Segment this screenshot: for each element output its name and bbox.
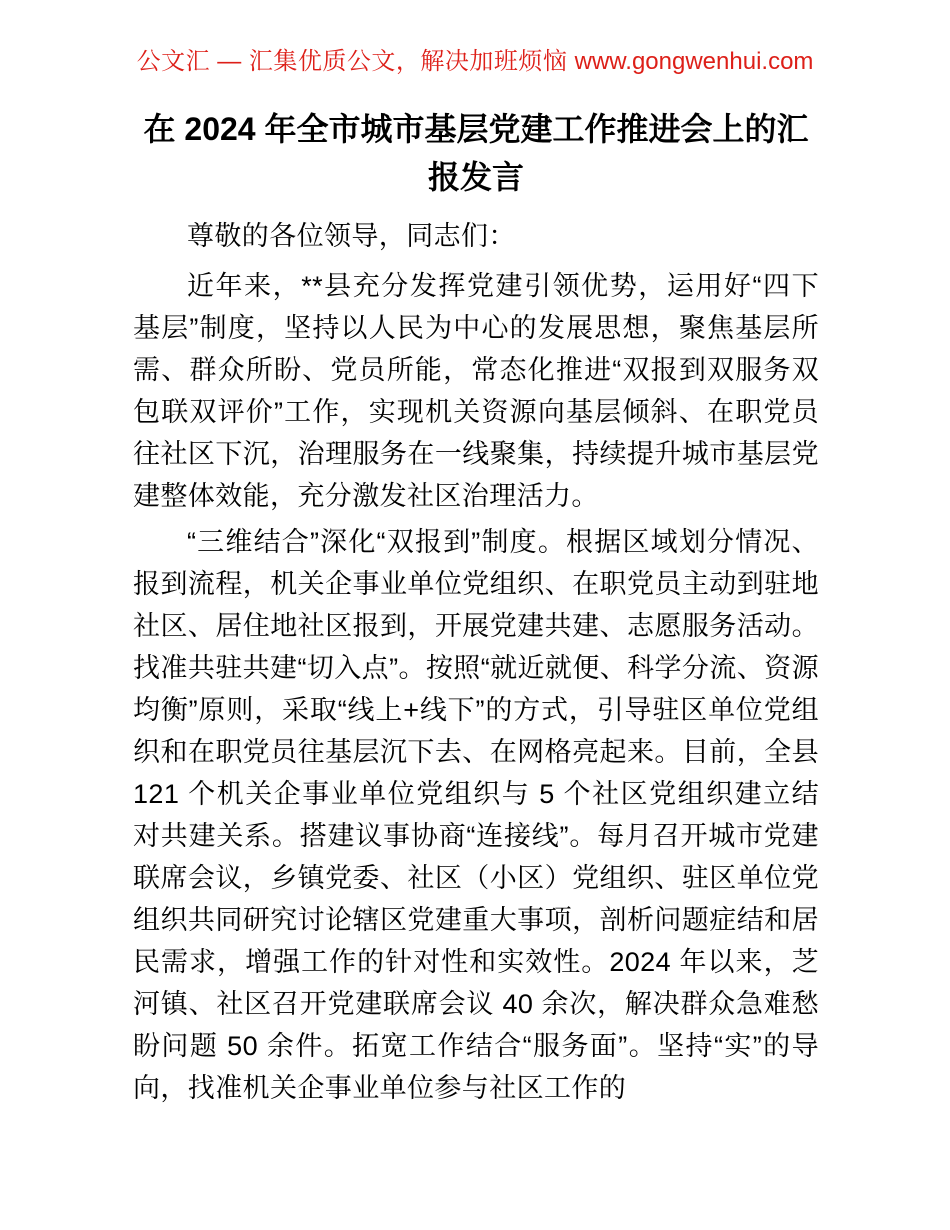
body-paragraph-1: 近年来，**县充分发挥党建引领优势，运用好“四下基层”制度，坚持以人民为中心的发展思想，聚焦基层所需、群众所盼、党员所能，常态化推进“双报到双服务双包联双评价”工作，实现机关资源向基层倾斜、在职党员往社区下沉，治理服务在一线聚集，持续提升城市基层党建整体效能，充分激发社区治理活力。 (133, 271, 819, 511)
body-paragraph-2: “三维结合”深化“双报到”制度。根据区域划分情况、报到流程，机关企事业单位党组织、在职党员主动到驻地社区、居住地社区报到，开展党建共建、志愿服务活动。找准共驻共建“切入点”。按照“就近就便、科学分流、资源均衡”原则，采取“线上+线下”的方式，引导驻区单位党组织和在职党员往基层沉下去、在网格亮起来。目前，全县 121 个机关企事业单位党组织与 5 个社区党组织建立结对共建关系。搭建议事协商“连接线”。每月召开城市党建联席会议，乡镇党委、社区（小区）党组织、驻区单位党组织共同研究讨论辖区党建重大事项，剖析问题症结和居民需求，增强工作的针对性和实效性。2024 年以来，芝河镇、社区召开党建联席会议 40 余次，解决群众急难愁盼问题 50 余件。拓宽工作结合“服务面”。坚持“实”的导向，找准机关企事业单位参与社区工作的 (133, 527, 819, 1103)
watermark-slogan: 公文汇 — 汇集优质公文，解决加班烦恼 (136, 48, 575, 75)
site-watermark-header (0, 50, 950, 74)
salutation: 尊敬的各位领导，同志们： (187, 221, 516, 251)
document-content (133, 105, 819, 1109)
page-title: 在 2024 年全市城市基层党建工作推进会上的汇报发言 (143, 111, 809, 195)
watermark-url: www.gongwenhui.com (574, 48, 814, 75)
